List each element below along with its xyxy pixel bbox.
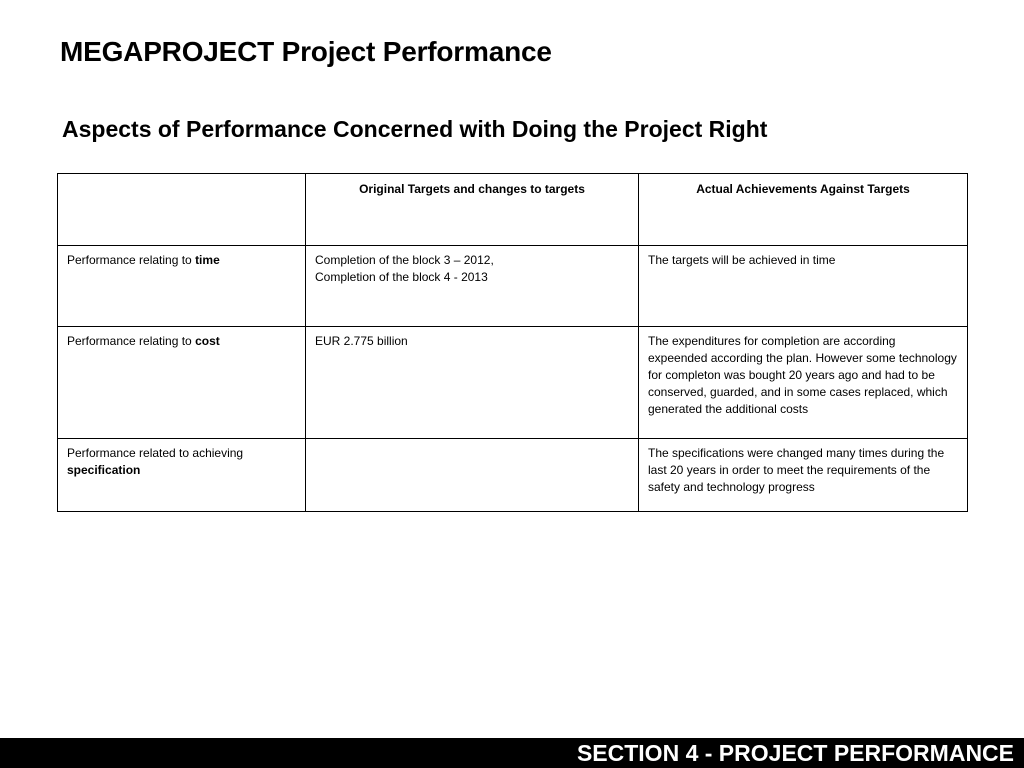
header-aspect [58, 174, 306, 246]
target-line: Completion of the block 3 – 2012, [315, 253, 494, 267]
achievements-cell-cost: The expenditures for completion are according expeended according the plan. However some technology for completon was bought 20 years ago and had to be conserved, guarded, and in some cases replaced, which generated the additional costs [639, 327, 968, 439]
achievements-cell-specification: The specifications were changed many times during the last 20 years in order to meet the requirements of the safety and technology progress [639, 439, 968, 512]
table-header-row [58, 174, 968, 246]
targets-cell-cost [306, 327, 639, 439]
footer-section-label: SECTION 4 - PROJECT PERFORMANCE [576, 740, 1014, 766]
header-original-targets: Original Targets and changes to targets [306, 174, 639, 246]
target-line: EUR 2.775 billion [315, 334, 408, 348]
row-label-prefix: Performance relating to [67, 334, 196, 348]
achievements-cell-time: The targets will be achieved in time [639, 246, 968, 327]
row-label-keyword: cost [195, 334, 220, 348]
row-label-cost [58, 327, 306, 439]
row-label-keyword: time [195, 253, 220, 267]
targets-cell-time [306, 246, 639, 327]
row-label-time [58, 246, 306, 327]
row-label-prefix: Performance relating to [67, 253, 196, 267]
row-label-specification [58, 439, 306, 512]
table-row-time [58, 246, 968, 327]
target-line: Completion of the block 4 - 2013 [315, 270, 488, 284]
targets-cell-specification [306, 439, 639, 512]
row-label-keyword: specification [67, 463, 141, 477]
footer-bar [0, 738, 1024, 768]
table-row-specification [58, 439, 968, 512]
page-subtitle: Aspects of Performance Concerned with Doing the Project Right [62, 116, 768, 142]
table-row-cost [58, 327, 968, 439]
page-title: MEGAPROJECT Project Performance [60, 36, 552, 67]
performance-table [57, 173, 968, 512]
header-actual-achievements: Actual Achievements Against Targets [639, 174, 968, 246]
row-label-prefix: Performance related to achieving [67, 446, 244, 460]
